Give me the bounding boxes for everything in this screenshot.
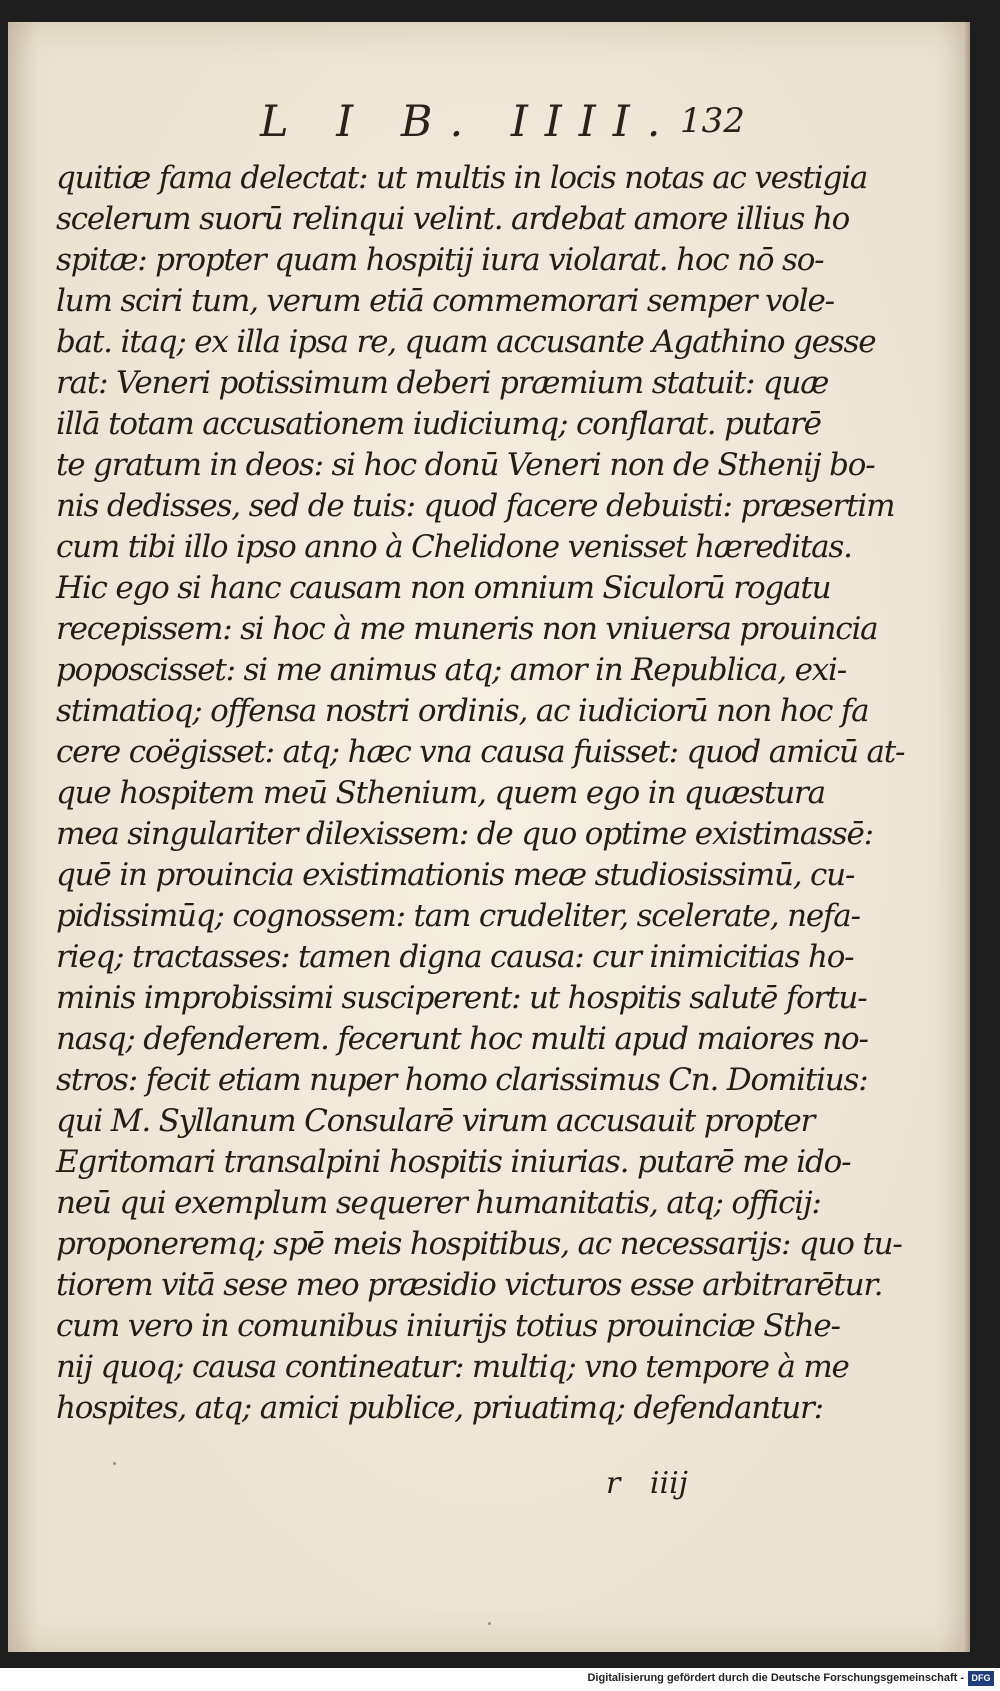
- book-page: [8, 22, 970, 1652]
- text-line: stimatioq; offensa nostri ordinis, ac iudiciorū non hoc fa: [56, 693, 869, 729]
- text-line: neū qui exemplum sequerer humanitatis, atq; officij:: [56, 1185, 821, 1221]
- paper-speck: [113, 1462, 116, 1465]
- text-line: proponeremq; spē meis hospitibus, ac necessarijs: quo tu-: [56, 1226, 902, 1262]
- text-line: illā totam accusationem iudiciumq; conflarat. putarē: [56, 406, 821, 442]
- text-line: bat. itaq; ex illa ipsa re, quam accusante Agathino gesse: [56, 324, 876, 360]
- text-line: nij quoq; causa contineatur: multiq; vno tempore à me: [56, 1349, 849, 1385]
- text-line: poposcisset: si me animus atq; amor in Republica, exi-: [56, 652, 847, 688]
- text-line: scelerum suorū relinqui velint. ardebat amore illius ho: [56, 201, 850, 237]
- text-line: cum vero in comunibus iniurijs totius prouinciæ Sthe-: [56, 1308, 840, 1344]
- footer-bar: [0, 1668, 1000, 1691]
- text-line: tiorem vitā sese meo præsidio victuros esse arbitrarētur.: [56, 1267, 883, 1303]
- page-number: 132: [680, 101, 745, 141]
- page-header: [8, 97, 970, 157]
- text-line: cere coëgisset: atq; hæc vna causa fuisset: quod amicū at-: [56, 734, 905, 770]
- text-line: recepissem: si hoc à me muneris non vniuersa prouincia: [56, 611, 878, 647]
- footer-credit: Digitalisierung gefördert durch die Deutsche Forschungsgemeinschaft -: [587, 1672, 964, 1684]
- text-line: rieq; tractasses: tamen digna causa: cur inimicitias ho-: [56, 939, 854, 975]
- dfg-logo-icon: DFG: [968, 1671, 994, 1686]
- text-line: rat: Veneri potissimum deberi præmium statuit: quæ: [56, 365, 829, 401]
- text-line: cum tibi illo ipso anno à Chelidone venisset hæreditas.: [56, 529, 852, 565]
- text-line: quitiæ fama delectat: ut multis in locis notas ac vestigia: [56, 160, 868, 196]
- paper-speck: [488, 1622, 491, 1625]
- signature-mark: r iiij: [606, 1466, 688, 1501]
- text-line: nis dedisses, sed de tuis: quod facere debuisti: præsertim: [56, 488, 895, 524]
- text-line: hospites, atq; amici publice, priuatimq; defendantur:: [56, 1390, 823, 1426]
- text-line: stros: fecit etiam nuper homo clarissimus Cn. Domitius:: [56, 1062, 868, 1098]
- text-line: lum sciri tum, verum etiā commemorari semper vole-: [56, 283, 834, 319]
- text-line: Hic ego si hanc causam non omnium Siculorū rogatu: [56, 570, 831, 606]
- text-line: quē in prouincia existimationis meæ studiosissimū, cu-: [56, 857, 855, 893]
- page-edge: [964, 22, 970, 1652]
- text-line: pidissimūq; cognossem: tam crudeliter, scelerate, nefa-: [56, 898, 860, 934]
- text-line: minis improbissimi susciperent: ut hospitis salutē fortu-: [56, 980, 867, 1016]
- text-line: mea singulariter dilexissem: de quo optime existimassē:: [56, 816, 873, 852]
- text-line: que hospitem meū Sthenium, quem ego in quæstura: [56, 775, 825, 811]
- text-line: nasq; defenderem. fecerunt hoc multi apud maiores no-: [56, 1021, 868, 1057]
- running-head: L I B. IIII.: [260, 97, 678, 147]
- text-line: qui M. Syllanum Consularē virum accusauit propter: [56, 1103, 815, 1139]
- text-line: spitæ: propter quam hospitij iura violarat. hoc nō so-: [56, 242, 824, 278]
- text-line: Egritomari transalpini hospitis iniurias. putarē me ido-: [56, 1144, 851, 1180]
- text-line: te gratum in deos: si hoc donū Veneri non de Sthenij bo-: [56, 447, 875, 483]
